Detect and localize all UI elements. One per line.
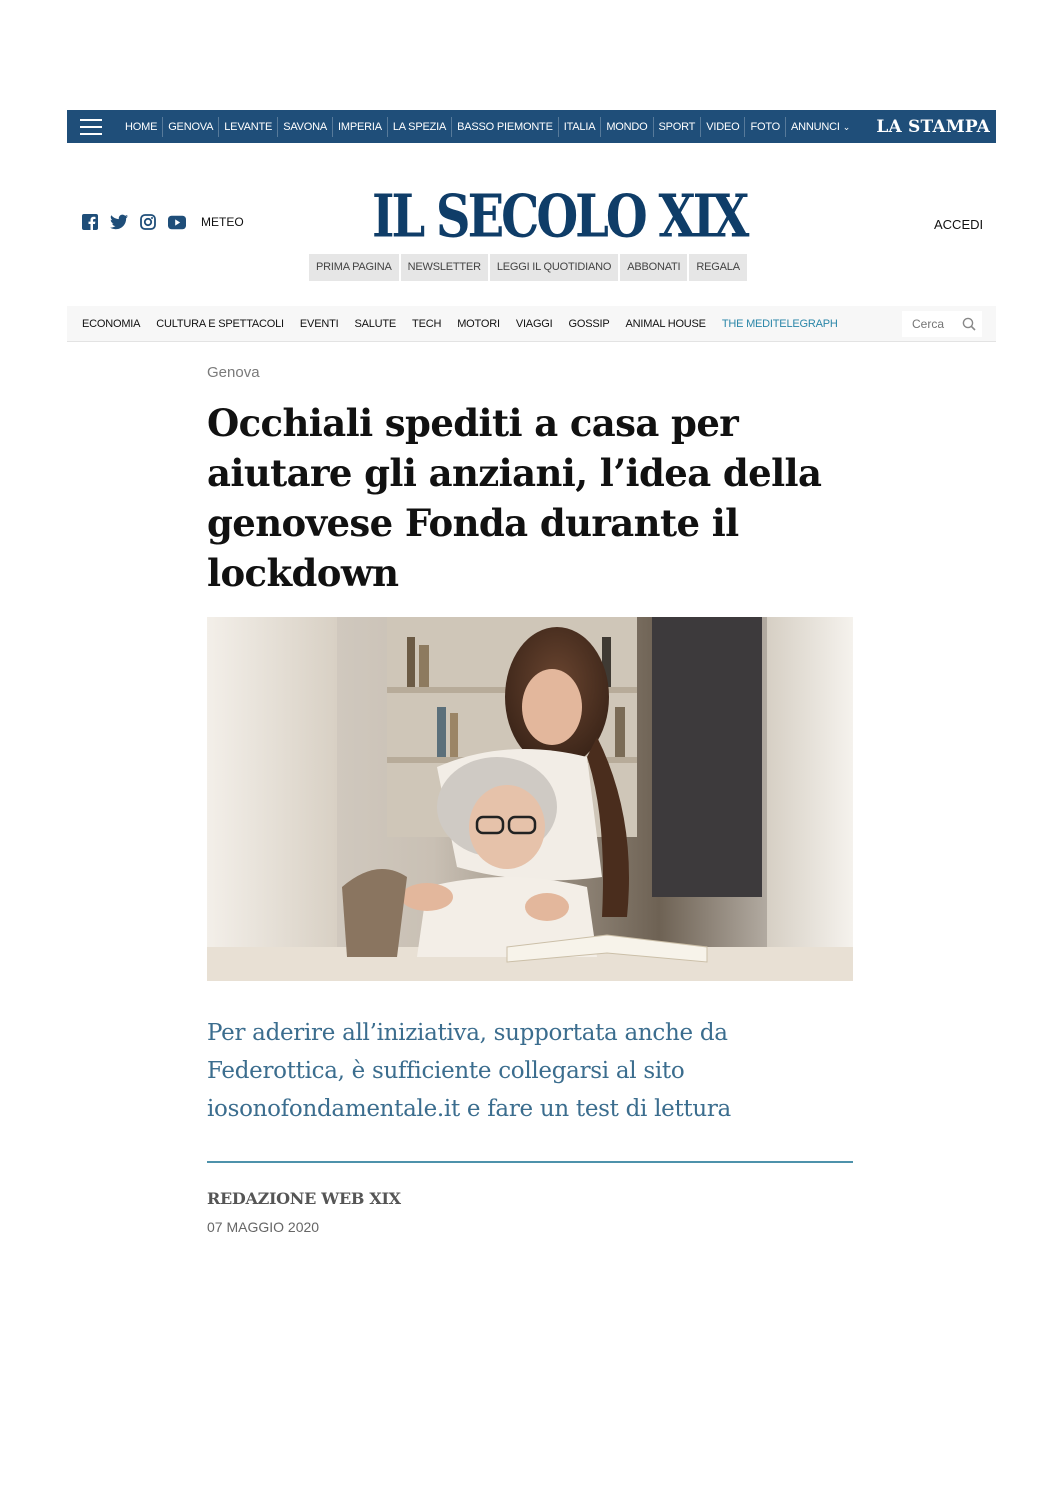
subnav-newsletter[interactable]: NEWSLETTER — [401, 254, 488, 281]
site-logo[interactable]: IL SECOLO XIX — [372, 183, 747, 252]
search-input[interactable] — [912, 317, 956, 331]
category-bar — [67, 306, 996, 342]
nav-home[interactable]: HOME — [125, 120, 158, 133]
category-tech[interactable]: TECH — [412, 317, 442, 330]
subnav-leggi-il-quotidiano[interactable]: LEGGI IL QUOTIDIANO — [490, 254, 618, 281]
article-headline: Occhiali spediti a casa per aiutare gli anziani, l’idea della genovese Fonda durante il lockdown — [207, 401, 822, 595]
category-viaggi[interactable]: VIAGGI — [515, 317, 553, 330]
top-navigation-bar — [67, 110, 996, 143]
nav-levante[interactable]: LEVANTE — [218, 117, 277, 137]
nav-la-spezia[interactable]: LA SPEZIA — [387, 117, 451, 137]
category-salute[interactable]: SALUTE — [354, 317, 397, 330]
meteo-link[interactable]: METEO — [201, 215, 244, 229]
divider — [207, 1161, 853, 1163]
nav-foto[interactable]: FOTO — [744, 117, 785, 137]
article-section-label[interactable]: Genova — [207, 364, 260, 381]
menu-icon[interactable] — [80, 119, 102, 135]
nav-annunci-label: ANNUNCI — [791, 120, 840, 133]
nav-italia[interactable]: ITALIA — [558, 117, 601, 137]
secondary-nav — [309, 254, 747, 281]
nav-sport[interactable]: SPORT — [653, 117, 701, 137]
nav-basso-piemonte[interactable]: BASSO PIEMONTE — [451, 117, 558, 137]
instagram-icon[interactable] — [139, 213, 157, 231]
category-motori[interactable]: MOTORI — [457, 317, 500, 330]
nav-savona[interactable]: SAVONA — [277, 117, 332, 137]
youtube-icon[interactable] — [168, 213, 186, 231]
social-links — [81, 213, 244, 231]
category-the-meditelegraph[interactable]: THE MEDITELEGRAPH — [721, 317, 838, 330]
category-gossip[interactable]: GOSSIP — [568, 317, 610, 330]
article-date: 07 MAGGIO 2020 — [207, 1219, 320, 1235]
subnav-prima-pagina[interactable]: PRIMA PAGINA — [309, 254, 399, 281]
facebook-icon[interactable] — [81, 213, 99, 231]
twitter-icon[interactable] — [110, 213, 128, 231]
subnav-regala[interactable]: REGALA — [689, 254, 746, 281]
category-cultura-e-spettacoli[interactable]: CULTURA E SPETTACOLI — [156, 317, 284, 330]
search-icon[interactable] — [962, 317, 976, 331]
nav-video[interactable]: VIDEO — [700, 117, 744, 137]
category-economia[interactable]: ECONOMIA — [82, 317, 141, 330]
search-box — [902, 311, 982, 337]
article-author[interactable]: REDAZIONE WEB XIX — [207, 1189, 401, 1208]
login-button[interactable]: ACCEDI — [934, 217, 984, 232]
top-nav — [120, 110, 876, 143]
article-summary: Per aderire all’iniziativa, supportata anche da Federottica, è sufficiente collegarsi al sito iosonofondamentale.it e fare un test di lettura — [207, 1020, 731, 1122]
nav-mondo[interactable]: MONDO — [600, 117, 652, 137]
la-stampa-logo[interactable]: LA STAMPA — [876, 116, 990, 137]
category-eventi[interactable]: EVENTI — [299, 317, 339, 330]
article-photo — [207, 617, 853, 981]
subnav-abbonati[interactable]: ABBONATI — [620, 254, 687, 281]
nav-imperia[interactable]: IMPERIA — [332, 117, 387, 137]
chevron-down-icon: ⌄ — [842, 121, 851, 132]
category-animal-house[interactable]: ANIMAL HOUSE — [625, 317, 706, 330]
nav-genova[interactable]: GENOVA — [162, 117, 218, 137]
nav-annunci[interactable] — [785, 117, 855, 137]
